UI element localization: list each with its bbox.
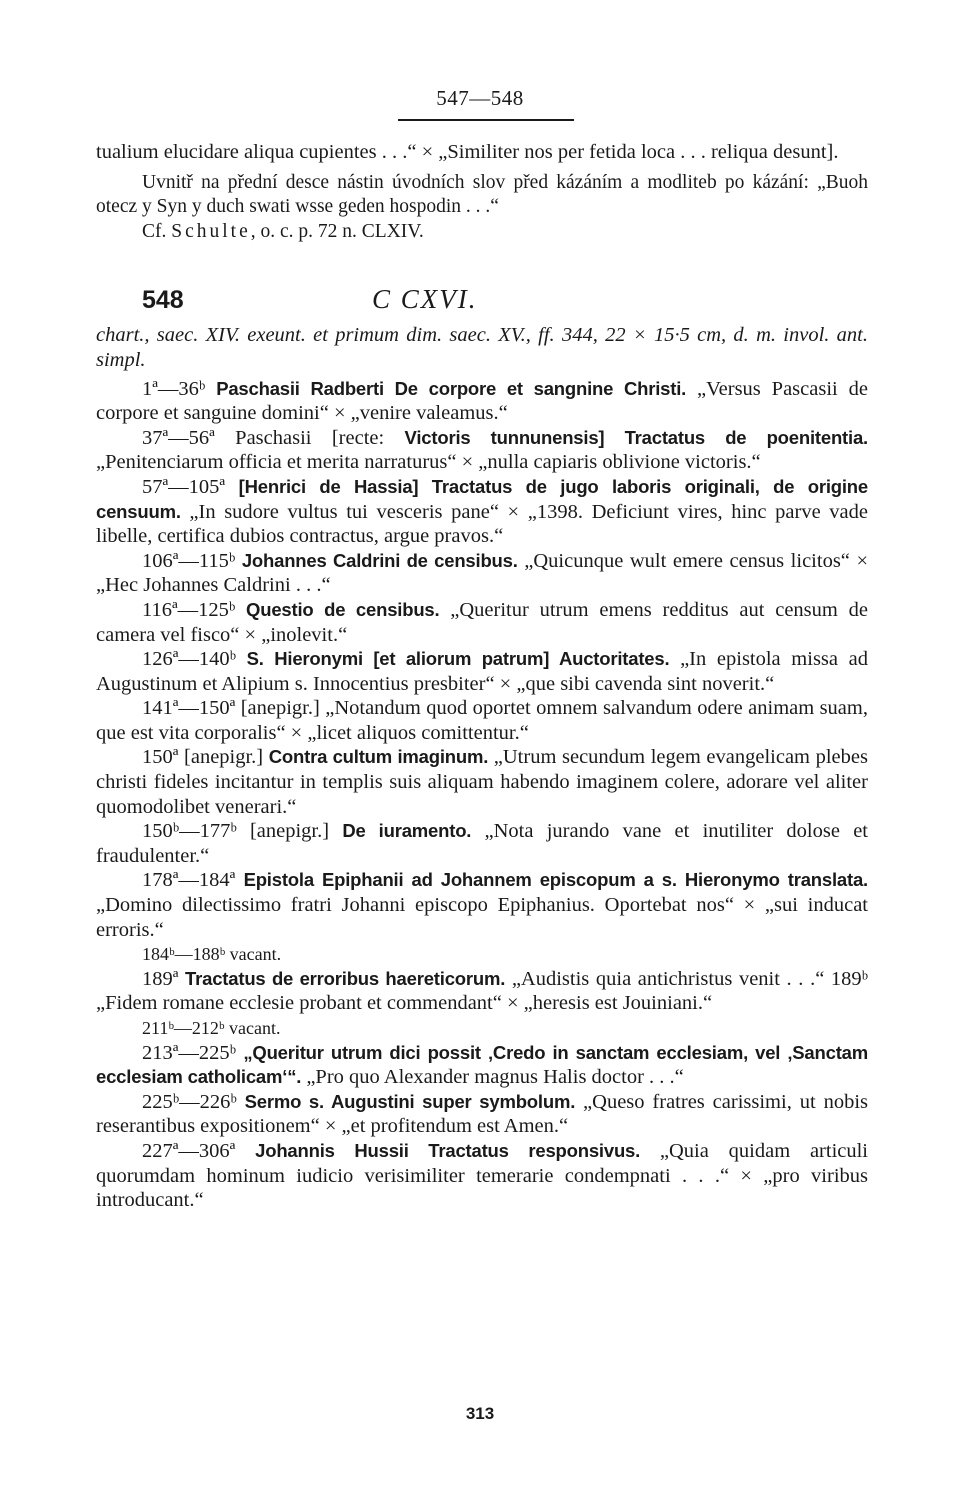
entry-incipit-explicit: „Versus Pascasii de corpore et sanguine domini“ × „venire valeamus.“: [96, 377, 868, 425]
entry-title: [Henrici de Hassia] Tractatus de jugo laboris originali, de origine censuum.: [96, 475, 868, 522]
catalogue-entry: [96, 475, 868, 549]
folio-range: 225ᵇ—226ᵇ: [142, 1090, 237, 1113]
folio-range: 150ª: [142, 746, 179, 769]
entry-prefix: vacant.: [224, 1018, 281, 1038]
entry-title: „Queritur utrum dici possit ‚Credo in sanctam ecclesiam, vel ‚Sanctam ecclesiam catholicam‘“.: [96, 1041, 869, 1088]
entry-prefix: [anepigr.]: [235, 697, 320, 720]
folio-range: 57ª—105ª: [142, 475, 226, 498]
entry-prefix: [anepigr.]: [236, 820, 343, 843]
catalogue-entry: [96, 647, 868, 696]
catalogue-entry: [96, 1090, 868, 1139]
page-number: 313: [465, 1404, 495, 1423]
catalogue-body: [96, 140, 868, 1213]
entry-title: De iuramento.: [342, 820, 472, 842]
catalogue-entry: [96, 598, 868, 647]
folio-range: 184ᵇ—188ᵇ: [142, 944, 226, 965]
catalogue-entry: [96, 696, 868, 745]
entry-incipit-explicit: „Queritur utrum emens redditus aut censum de camera vel fisco“ × „inolevit.“: [96, 598, 868, 646]
folio-range: 1ª—36ᵇ: [142, 377, 206, 400]
catalogue-entry: [96, 1041, 868, 1090]
entry-prefix: [anepigr.]: [178, 746, 269, 769]
manuscript-description: chart., saec. XIV. exeunt. et primum dim. saec. XV., ff. 344, 22 × 15·5 cm, d. m. invol. ant. simpl.: [96, 324, 868, 371]
running-header: 547—548: [436, 86, 524, 110]
entry-incipit-explicit: „Audistis quia antichristus venit . . .“ 189ᵇ „Fidem romane ecclesie probant et commendant“ × „heresis est Jouiniani.“: [96, 967, 869, 1015]
catalogue-entry: [96, 745, 868, 819]
entry-title: S. Hieronymi [et aliorum patrum] Auctoritates.: [246, 648, 670, 670]
manuscript-signature: C CXVI.: [372, 284, 478, 315]
folio-range: 126ª—140ᵇ: [142, 648, 237, 671]
entry-incipit-explicit: „In sudore vultus tui vesceris pane“ × „1398. Deficiunt vires, hinc parve vade libelle, certifica dubios contractus, argue pravos.“: [96, 500, 868, 548]
folio-range: 141ª—150ª: [142, 697, 236, 720]
entry-title: Victoris tunnunensis] Tractatus de poenitentia.: [404, 426, 868, 448]
entry-incipit-explicit: „Pro quo Alexander magnus Halis doctor . . .“: [301, 1066, 684, 1089]
entry-incipit-explicit: „Notandum quod oportet omnem salvandum odere animam suam, que est vita corporalis“ × „licet aliquos comittentur.“: [96, 697, 868, 744]
catalogue-entry: [96, 868, 868, 942]
entry-title: Paschasii Radberti De corpore et sangnine Christi.: [216, 377, 687, 399]
catalogue-entry: [96, 549, 868, 598]
entry-incipit-explicit: „Domino dilectissimo fratri Johanni episcopo Epiphanius. Oportebat nos“ × „sui inducat erroris.“: [96, 894, 868, 941]
catalogue-entry: [96, 377, 868, 426]
entry-incipit-explicit: „Quicunque wult emere census licitos“ × „Hec Johannes Caldrini . . .“: [96, 549, 869, 597]
vacant-entry: [96, 942, 868, 967]
entry-incipit-explicit: „Penitenciarum officia et merita narraturus“ × „nulla capiaris oblivione victoris.“: [96, 451, 761, 474]
folio-range: 116ª—125ᵇ: [142, 598, 236, 621]
entry-title: Tractatus de erroribus haereticorum.: [185, 967, 506, 989]
entry-prefix: Paschasii [recte:: [214, 426, 405, 449]
header-rule: [398, 119, 574, 121]
intro-line: tualium elucidare aliqua cupientes . . .“ × „Similiter nos per fetida loca . . . reliqua desunt].: [96, 141, 839, 163]
entry-title: Johannes Caldrini de censibus.: [241, 549, 518, 571]
entry-title: Questio de censibus.: [246, 598, 440, 620]
folio-range: 178ª—184ª: [142, 869, 236, 892]
intro-note: Uvnitř na přední desce nástin úvodních slov před kázáním a modliteb po kázání: „Buoh otecz y Syn y duch swati wsse geden hospodin . . .“: [96, 171, 868, 218]
vacant-entry: [96, 1016, 868, 1041]
entry-incipit-explicit: „Quia quidam articuli quorumdam hominum iudicio verisimiliter temerarie condempnati . . .“ × „pro viribus introducant.“: [96, 1139, 868, 1212]
catalogue-entry: [96, 1139, 868, 1213]
entry-prefix: vacant.: [225, 944, 282, 965]
manuscript-number: 548: [142, 286, 184, 315]
folio-range: 106ª—115ᵇ: [142, 549, 236, 572]
catalogue-entry: [96, 819, 868, 868]
folio-range: 227ª—306ª: [142, 1139, 236, 1162]
entry-title: Epistola Epiphanii ad Johannem episcopum a s. Hieronymo translata.: [243, 869, 869, 891]
entry-incipit-explicit: „Nota jurando vane et inutiliter dolose et fraudulenter.“: [96, 820, 868, 867]
entry-incipit-explicit: „Queso fratres carissimi, ut nobis reserantibus expositionem“ × „et profitendum est Amen.“: [96, 1090, 868, 1138]
entries-list: [96, 377, 868, 1213]
cf-reference: Cf. Schulte, o. c. p. 72 n. CLXIV.: [142, 220, 424, 242]
entry-title: Johannis Hussii Tractatus responsivus.: [255, 1139, 641, 1161]
entry-incipit-explicit: „In epistola missa ad Augustinum et Alipium s. Innocentius presbiter“ × „que sibi cavenda sint noverit.“: [96, 648, 868, 695]
entry-title: Contra cultum imaginum.: [268, 746, 489, 768]
manuscript-heading: [96, 284, 868, 315]
cf-author: Schulte: [171, 220, 251, 242]
entry-incipit-explicit: „Utrum secundum legem evangelicam plebes christi fideles incitantur in templis suis aliquam habendo imaginem colere, adorare vel aliter quomodolibet venerari.“: [96, 746, 868, 818]
folio-range: 37ª—56ª: [142, 426, 215, 449]
entry-title: Sermo s. Augustini super symbolum.: [244, 1090, 576, 1112]
folio-range: 150ᵇ—177ᵇ: [142, 820, 237, 843]
folio-range: 213ª—225ᵇ: [142, 1041, 237, 1064]
folio-range: 189ª: [142, 967, 179, 990]
catalogue-entry: [96, 426, 868, 475]
folio-range: 211ᵇ—212ᵇ: [142, 1018, 225, 1038]
catalogue-entry: [96, 967, 868, 1016]
